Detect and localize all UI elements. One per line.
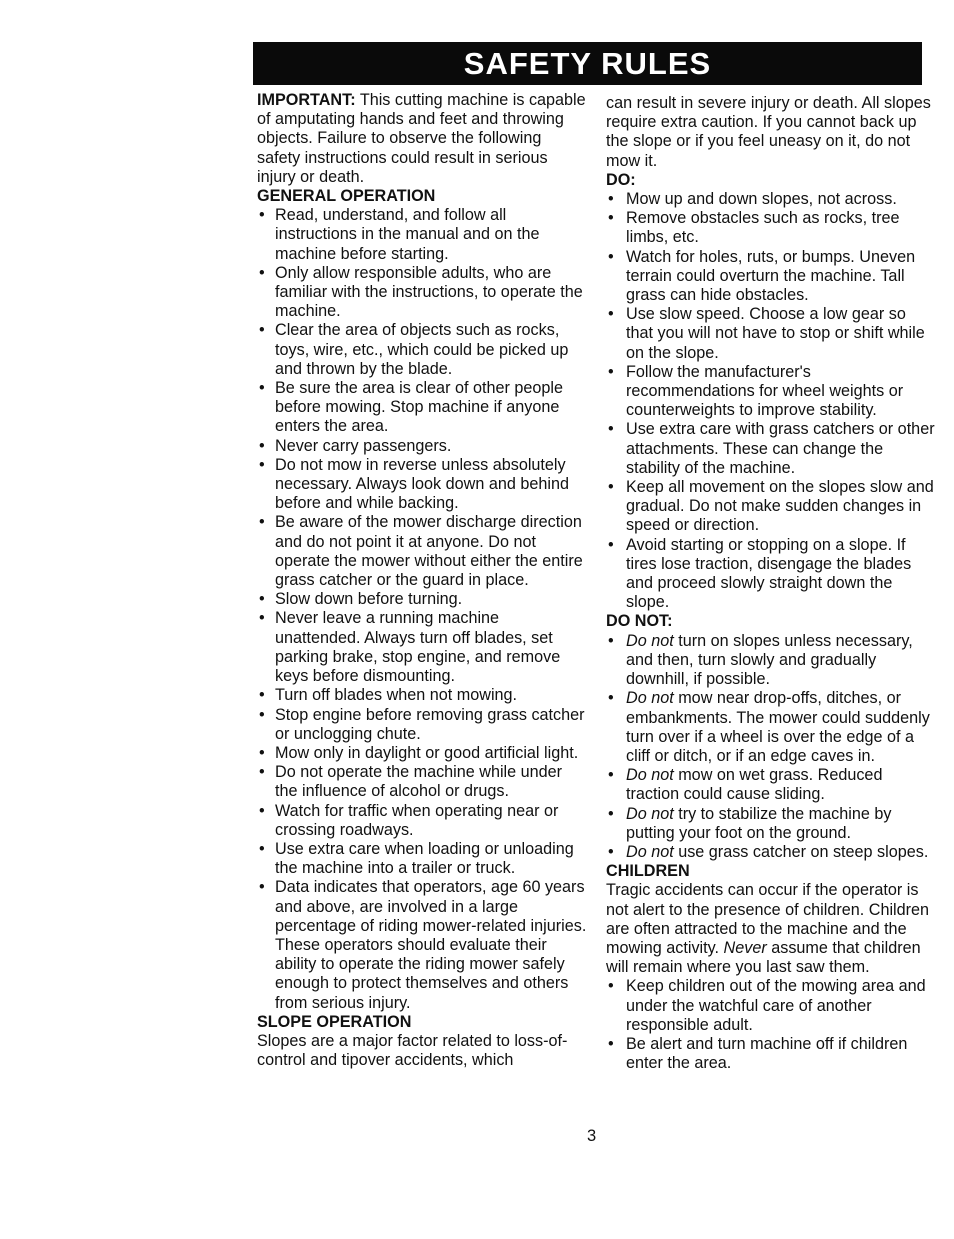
list-item-text: use grass catcher on steep slopes.: [673, 842, 929, 861]
children-text: [606, 881, 936, 977]
list-item: • Keep all movement on the slopes slow and gradual. Do not make sudden changes in speed or direction.: [606, 478, 936, 536]
do-not-emphasis: Do not: [626, 631, 674, 650]
children-emphasis: Never: [723, 938, 767, 957]
list-item-text: mow on wet grass. Reduced traction could cause sliding.: [626, 766, 883, 804]
list-item: • Never carry passengers.: [257, 437, 587, 456]
page-title: SAFETY RULES: [253, 42, 922, 85]
important-notice: [257, 91, 587, 187]
list-item: • Be aware of the mower discharge direction and do not point it at anyone. Do not operate the mower without either the entire grass catcher or the guard in place.: [257, 513, 587, 590]
do-not-heading: DO NOT:: [606, 612, 673, 631]
list-item: • Watch for traffic when operating near or crossing roadways.: [257, 802, 587, 840]
list-item: [606, 843, 936, 862]
list-item: [606, 689, 936, 766]
do-not-emphasis: Do not: [626, 766, 674, 785]
list-item: • Read, understand, and follow all instructions in the manual and on the machine before starting.: [257, 206, 587, 264]
slope-operation-text: Slopes are a major factor related to loss-of-control and tipover accidents, which: [257, 1031, 568, 1070]
list-item: • Use extra care when loading or unloading the machine into a trailer or truck.: [257, 840, 587, 878]
do-heading: DO:: [606, 170, 636, 189]
list-item-text: try to stabilize the machine by putting your foot on the ground.: [626, 804, 892, 842]
do-not-emphasis: Do not: [626, 804, 674, 823]
children-list: [606, 977, 936, 1073]
important-text: This cutting machine is capable of amputating hands and feet and throwing objects. Failure to observe the following safety instructions could result in serious injury or death.: [257, 91, 586, 186]
list-item: • Only allow responsible adults, who are familiar with the instructions, to operate the machine.: [257, 264, 587, 322]
list-item: • Keep children out of the mowing area and under the watchful care of another responsible adult.: [606, 977, 936, 1035]
general-operation-heading: GENERAL OPERATION: [257, 187, 436, 206]
slope-operation-heading: SLOPE OPERATION: [257, 1012, 412, 1031]
page-number: 3: [587, 1127, 597, 1145]
do-list: [606, 190, 936, 612]
list-item-text: mow near drop-offs, ditches, or embankments. The mower could suddenly turn over if a wheel is over the edge of a cliff or ditch, or if an edge caves in.: [626, 689, 930, 765]
list-item: • Avoid starting or stopping on a slope. If tires lose traction, disengage the blades and proceed slowly straight down the slope.: [606, 536, 936, 613]
children-heading: CHILDREN: [606, 862, 690, 881]
list-item: • Be alert and turn machine off if children enter the area.: [606, 1035, 936, 1073]
list-item: • Do not operate the machine while under the influence of alcohol or drugs.: [257, 763, 587, 801]
list-item: • Stop engine before removing grass catcher or unclogging chute.: [257, 706, 587, 744]
general-operation-list: [257, 206, 587, 1013]
list-item: • Do not mow in reverse unless absolutely necessary. Always look down and behind before and while backing.: [257, 456, 587, 514]
list-item: • Data indicates that operators, age 60 years and above, are involved in a large percentage of riding mower-related injuries. These operators should evaluate their ability to operate the riding mower safely enough to protect themselves and others from serious injury.: [257, 878, 587, 1012]
list-item: • Use extra care with grass catchers or other attachments. These can change the stability of the machine.: [606, 420, 936, 478]
list-item: [606, 766, 936, 804]
left-column: [257, 91, 587, 1070]
right-column: [606, 94, 936, 1073]
list-item-text: turn on slopes unless necessary, and then, turn slowly and gradually downhill, if possible.: [626, 631, 913, 689]
do-not-emphasis: Do not: [626, 842, 674, 861]
children-text-a: Tragic accidents can occur if the operator is not alert to the presence of children. Children are often attracted to the machine and the mowing activity.: [606, 881, 930, 957]
list-item: • Use slow speed. Choose a low gear so that you will not have to stop or shift while on the slope.: [606, 305, 936, 363]
list-item: • Slow down before turning.: [257, 590, 587, 609]
list-item: • Remove obstacles such as rocks, tree limbs, etc.: [606, 209, 936, 247]
list-item: • Clear the area of objects such as rocks, toys, wire, etc., which could be picked up and thrown by the blade.: [257, 321, 587, 379]
list-item: • Mow only in daylight or good artificial light.: [257, 744, 587, 763]
list-item: • Watch for holes, ruts, or bumps. Uneven terrain could overturn the machine. Tall grass can hide obstacles.: [606, 248, 936, 306]
list-item: • Mow up and down slopes, not across.: [606, 190, 936, 209]
slope-operation-text-continued: can result in severe injury or death. All slopes require extra caution. If you cannot back up the slope or if you feel uneasy on it, do not mow it.: [606, 94, 931, 170]
list-item: [606, 805, 936, 843]
do-not-emphasis: Do not: [626, 689, 674, 708]
important-label: IMPORTANT:: [257, 91, 356, 109]
do-not-list: [606, 632, 936, 862]
list-item: • Follow the manufacturer's recommendations for wheel weights or counterweights to improve stability.: [606, 363, 936, 421]
list-item: • Turn off blades when not mowing.: [257, 686, 587, 705]
list-item: [606, 632, 936, 690]
children-text-b: assume that children will remain where you last saw them.: [606, 938, 921, 977]
list-item: • Be sure the area is clear of other people before mowing. Stop machine if anyone enters the area.: [257, 379, 587, 437]
list-item: • Never leave a running machine unattended. Always turn off blades, set parking brake, stop engine, and remove keys before dismounting.: [257, 609, 587, 686]
